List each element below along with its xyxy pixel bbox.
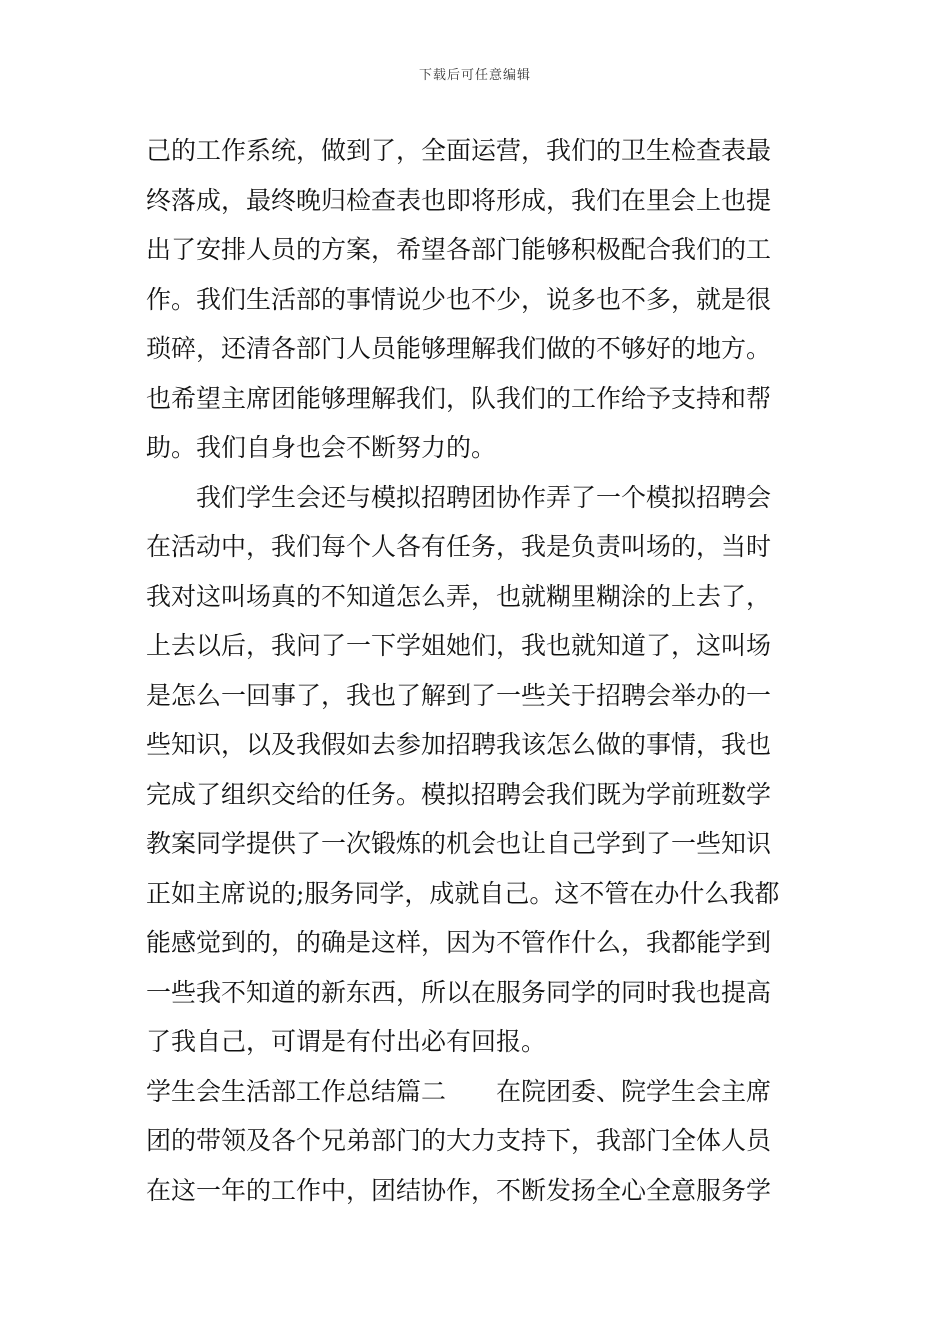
text-line: 己的工作系统，做到了，全面运营，我们的卫生检查表最 [146,136,772,165]
text-line: 团的带领及各个兄弟部门的大力支持下，我部门全体人员 [146,1126,772,1155]
text-line: 一些我不知道的新东西，所以在服务同学的同时我也提高 [146,977,772,1007]
text-line: 琐碎，还清各部门人员能够理解我们做的不够好的地方。 [146,334,772,363]
document-body [146,126,810,1215]
text-line: 终落成，最终晚归检查表也即将形成，我们在里会上也提 [146,185,772,215]
text-line: 完成了组织交给的任务。模拟招聘会我们既为学前班数学 [146,779,772,809]
text-line: 是怎么一回事了，我也了解到了一些关于招聘会举办的一 [146,680,772,710]
text-line: 出了安排人员的方案，希望各部门能够积极配合我们的工 [146,235,772,264]
text-line: 我们学生会还与模拟招聘团协作弄了一个模拟招聘会 [146,482,772,512]
text-line: 也希望主席团能够理解我们，队我们的工作给予支持和帮 [146,383,772,413]
text-line: 上去以后，我问了一下学姐她们，我也就知道了，这叫场 [146,631,772,660]
text-line: 在活动中，我们每个人各有任务，我是负责叫场的，当时 [146,532,772,561]
text-line: 我对这叫场真的不知道怎么弄，也就糊里糊涂的上去了， [146,581,772,611]
text-line: 教案同学提供了一次锻炼的机会也让自己学到了一些知识 [146,829,772,858]
text-line: 助。我们自身也会不断努力的。 [146,433,497,462]
text-line: 正如主席说的;服务同学，成就自己。这不管在办什么我都 [146,878,780,908]
text-line: 能感觉到的，的确是这样，因为不管作什么，我都能学到 [146,928,772,957]
section-title-line: 学生会生活部工作总结篇二 在院团委、院学生会主席 [146,1076,772,1106]
text-line: 在这一年的工作中，团结协作，不断发扬全心全意服务学 [146,1175,772,1205]
text-line: 作。我们生活部的事情说少也不少，说多也不多，就是很 [146,284,772,314]
page-header-note: 下载后可任意编辑 [418,68,531,83]
text-line: 了我自己，可谓是有付出必有回报。 [146,1027,547,1056]
text-line: 些知识，以及我假如去参加招聘我该怎么做的事情，我也 [146,730,772,759]
